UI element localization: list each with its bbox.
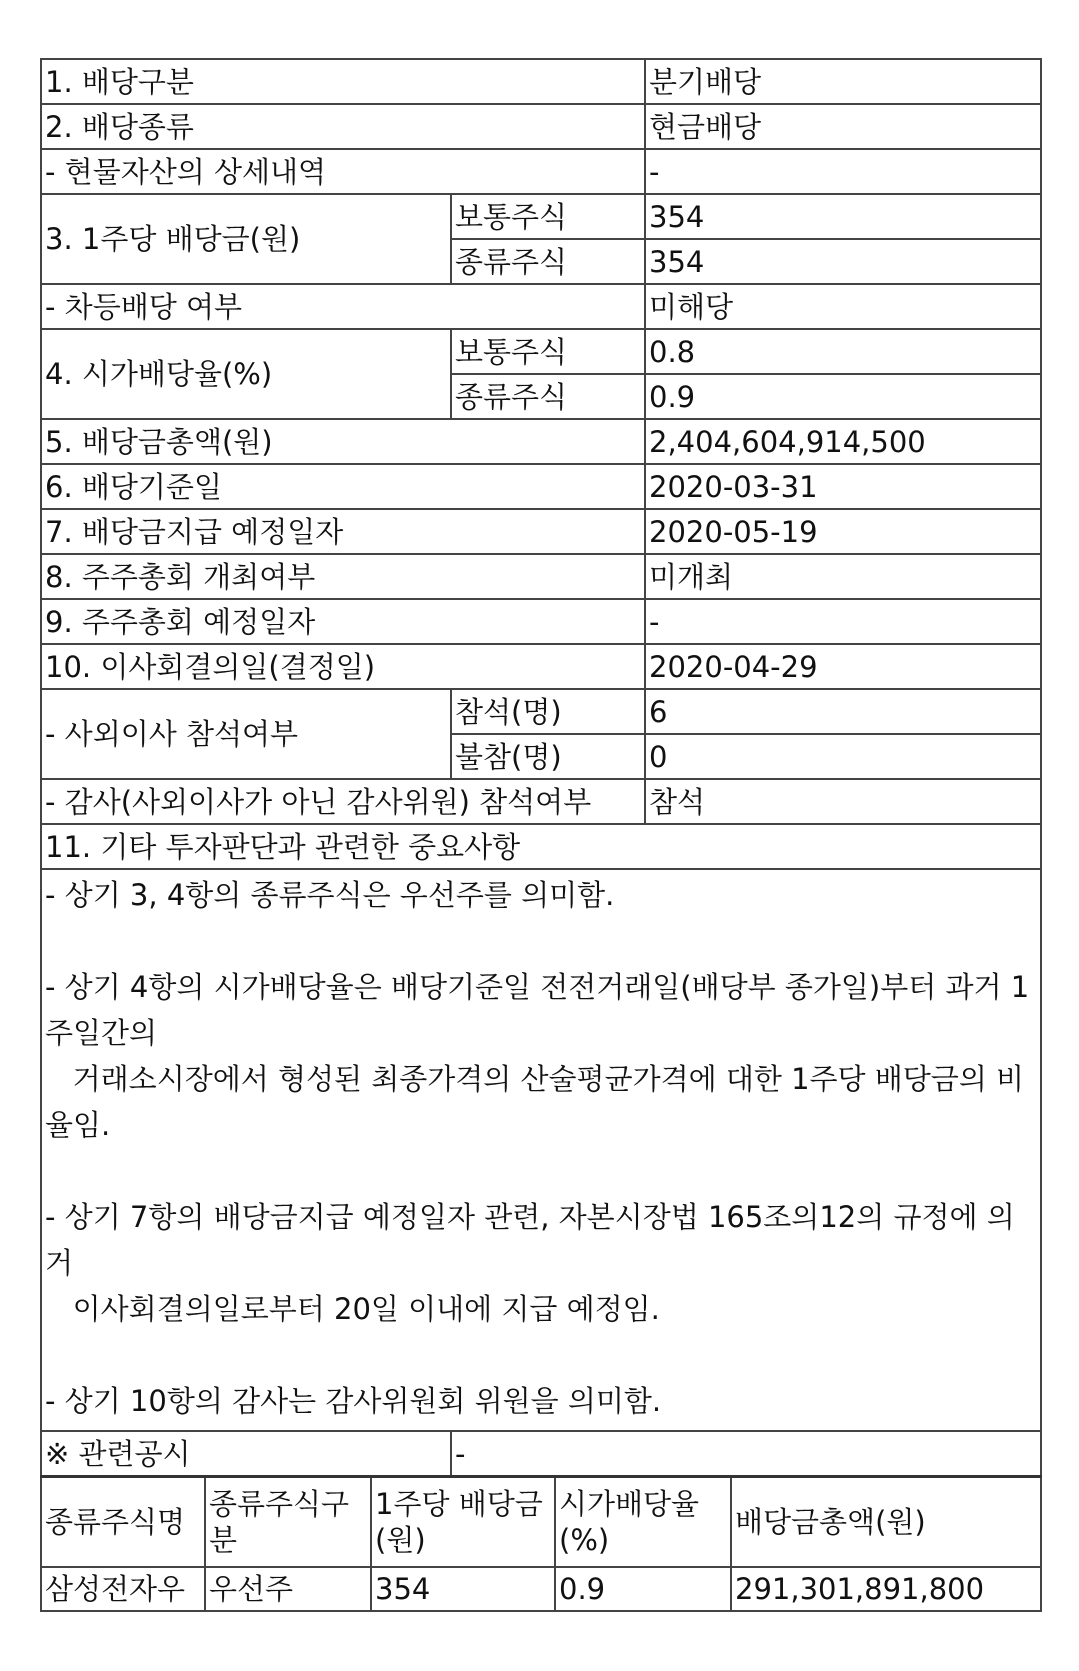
row-value: 참석: [645, 779, 1041, 824]
row-label: - 현물자산의 상세내역: [41, 149, 645, 194]
row-label: 2. 배당종류: [41, 104, 645, 149]
section-heading: 11. 기타 투자판단과 관련한 중요사항: [41, 824, 1041, 869]
table-row: [41, 554, 1041, 599]
column-header: 배당금총액(원): [731, 1477, 1041, 1568]
row-value: 6: [645, 689, 1041, 734]
notes-cell: [41, 869, 1041, 1431]
table-row: [41, 329, 1041, 374]
row-label: 7. 배당금지급 예정일자: [41, 509, 645, 554]
table-row: [41, 779, 1041, 824]
table-row: [41, 1431, 1041, 1476]
row-label: 10. 이사회결의일(결정일): [41, 644, 645, 689]
row-label: - 감사(사외이사가 아닌 감사위원) 참석여부: [41, 779, 645, 824]
preferred-stock-table: [40, 1475, 1042, 1612]
table-row: [41, 599, 1041, 644]
row-label: 8. 주주총회 개최여부: [41, 554, 645, 599]
table-row: [41, 464, 1041, 509]
row-label: 5. 배당금총액(원): [41, 419, 645, 464]
table-row: [41, 824, 1041, 869]
table-cell: 우선주: [205, 1567, 371, 1611]
row-value: -: [645, 599, 1041, 644]
table-row: [41, 194, 1041, 239]
table-row: [41, 689, 1041, 734]
row-value: 0.9: [645, 374, 1041, 419]
row-value: 2020-03-31: [645, 464, 1041, 509]
column-header: 시가배당율(%): [555, 1477, 731, 1568]
column-header: 1주당 배당금(원): [371, 1477, 555, 1568]
row-value: 현금배당: [645, 104, 1041, 149]
row-value: 0: [645, 734, 1041, 779]
row-label: - 차등배당 여부: [41, 284, 645, 329]
row-value: 미해당: [645, 284, 1041, 329]
column-header: 종류주식명: [41, 1477, 205, 1568]
table-row: [41, 509, 1041, 554]
table-header-row: [41, 1477, 1041, 1568]
dividend-table: [40, 58, 1042, 1477]
note-text: - 상기 7항의 배당금지급 예정일자 관련, 자본시장법 165조의12의 규정에 의거: [45, 1200, 1015, 1280]
row-value: 2020-05-19: [645, 509, 1041, 554]
row-value: 354: [645, 194, 1041, 239]
note-text: 이사회결의일로부터 20일 이내에 지급 예정임.: [45, 1292, 660, 1326]
table-row: [41, 284, 1041, 329]
note-text: - 상기 4항의 시가배당율은 배당기준일 전전거래일(배당부 종가일)부터 과거 1주일간의: [45, 970, 1030, 1050]
table-row: [41, 419, 1041, 464]
table-row: [41, 59, 1041, 104]
table-cell: 삼성전자우: [41, 1567, 205, 1611]
row-label: 9. 주주총회 예정일자: [41, 599, 645, 644]
table-cell: 354: [371, 1567, 555, 1611]
note-text: 거래소시장에서 형성된 최종가격의 산술평균가격에 대한 1주당 배당금의 비율임.: [45, 1062, 1025, 1142]
sub-label: 종류주식: [451, 374, 645, 419]
row-value: -: [645, 149, 1041, 194]
row-label: 4. 시가배당율(%): [41, 329, 451, 419]
column-header: 종류주식구분: [205, 1477, 371, 1568]
table-row: [41, 149, 1041, 194]
sub-label: 보통주식: [451, 194, 645, 239]
row-value: 354: [645, 239, 1041, 284]
row-value: 2,404,604,914,500: [645, 419, 1041, 464]
row-value: 분기배당: [645, 59, 1041, 104]
table-cell: 291,301,891,800: [731, 1567, 1041, 1611]
table-row: [41, 1567, 1041, 1611]
table-row: [41, 644, 1041, 689]
sub-label: 보통주식: [451, 329, 645, 374]
note-text: - 상기 10항의 감사는 감사위원회 위원을 의미함.: [45, 1384, 662, 1418]
row-label: - 사외이사 참석여부: [41, 689, 451, 779]
note-text: - 상기 3, 4항의 종류주식은 우선주를 의미함.: [45, 878, 615, 912]
table-cell: 0.9: [555, 1567, 731, 1611]
row-label: 3. 1주당 배당금(원): [41, 194, 451, 284]
table-row: [41, 869, 1041, 1431]
row-value: 2020-04-29: [645, 644, 1041, 689]
row-value: 미개최: [645, 554, 1041, 599]
sub-label: 종류주식: [451, 239, 645, 284]
row-label: 6. 배당기준일: [41, 464, 645, 509]
disclosure-document: [40, 58, 1040, 1612]
row-value: -: [451, 1431, 1041, 1476]
row-label: ※ 관련공시: [41, 1431, 451, 1476]
table-row: [41, 104, 1041, 149]
row-value: 0.8: [645, 329, 1041, 374]
row-label: 1. 배당구분: [41, 59, 645, 104]
sub-label: 불참(명): [451, 734, 645, 779]
sub-label: 참석(명): [451, 689, 645, 734]
